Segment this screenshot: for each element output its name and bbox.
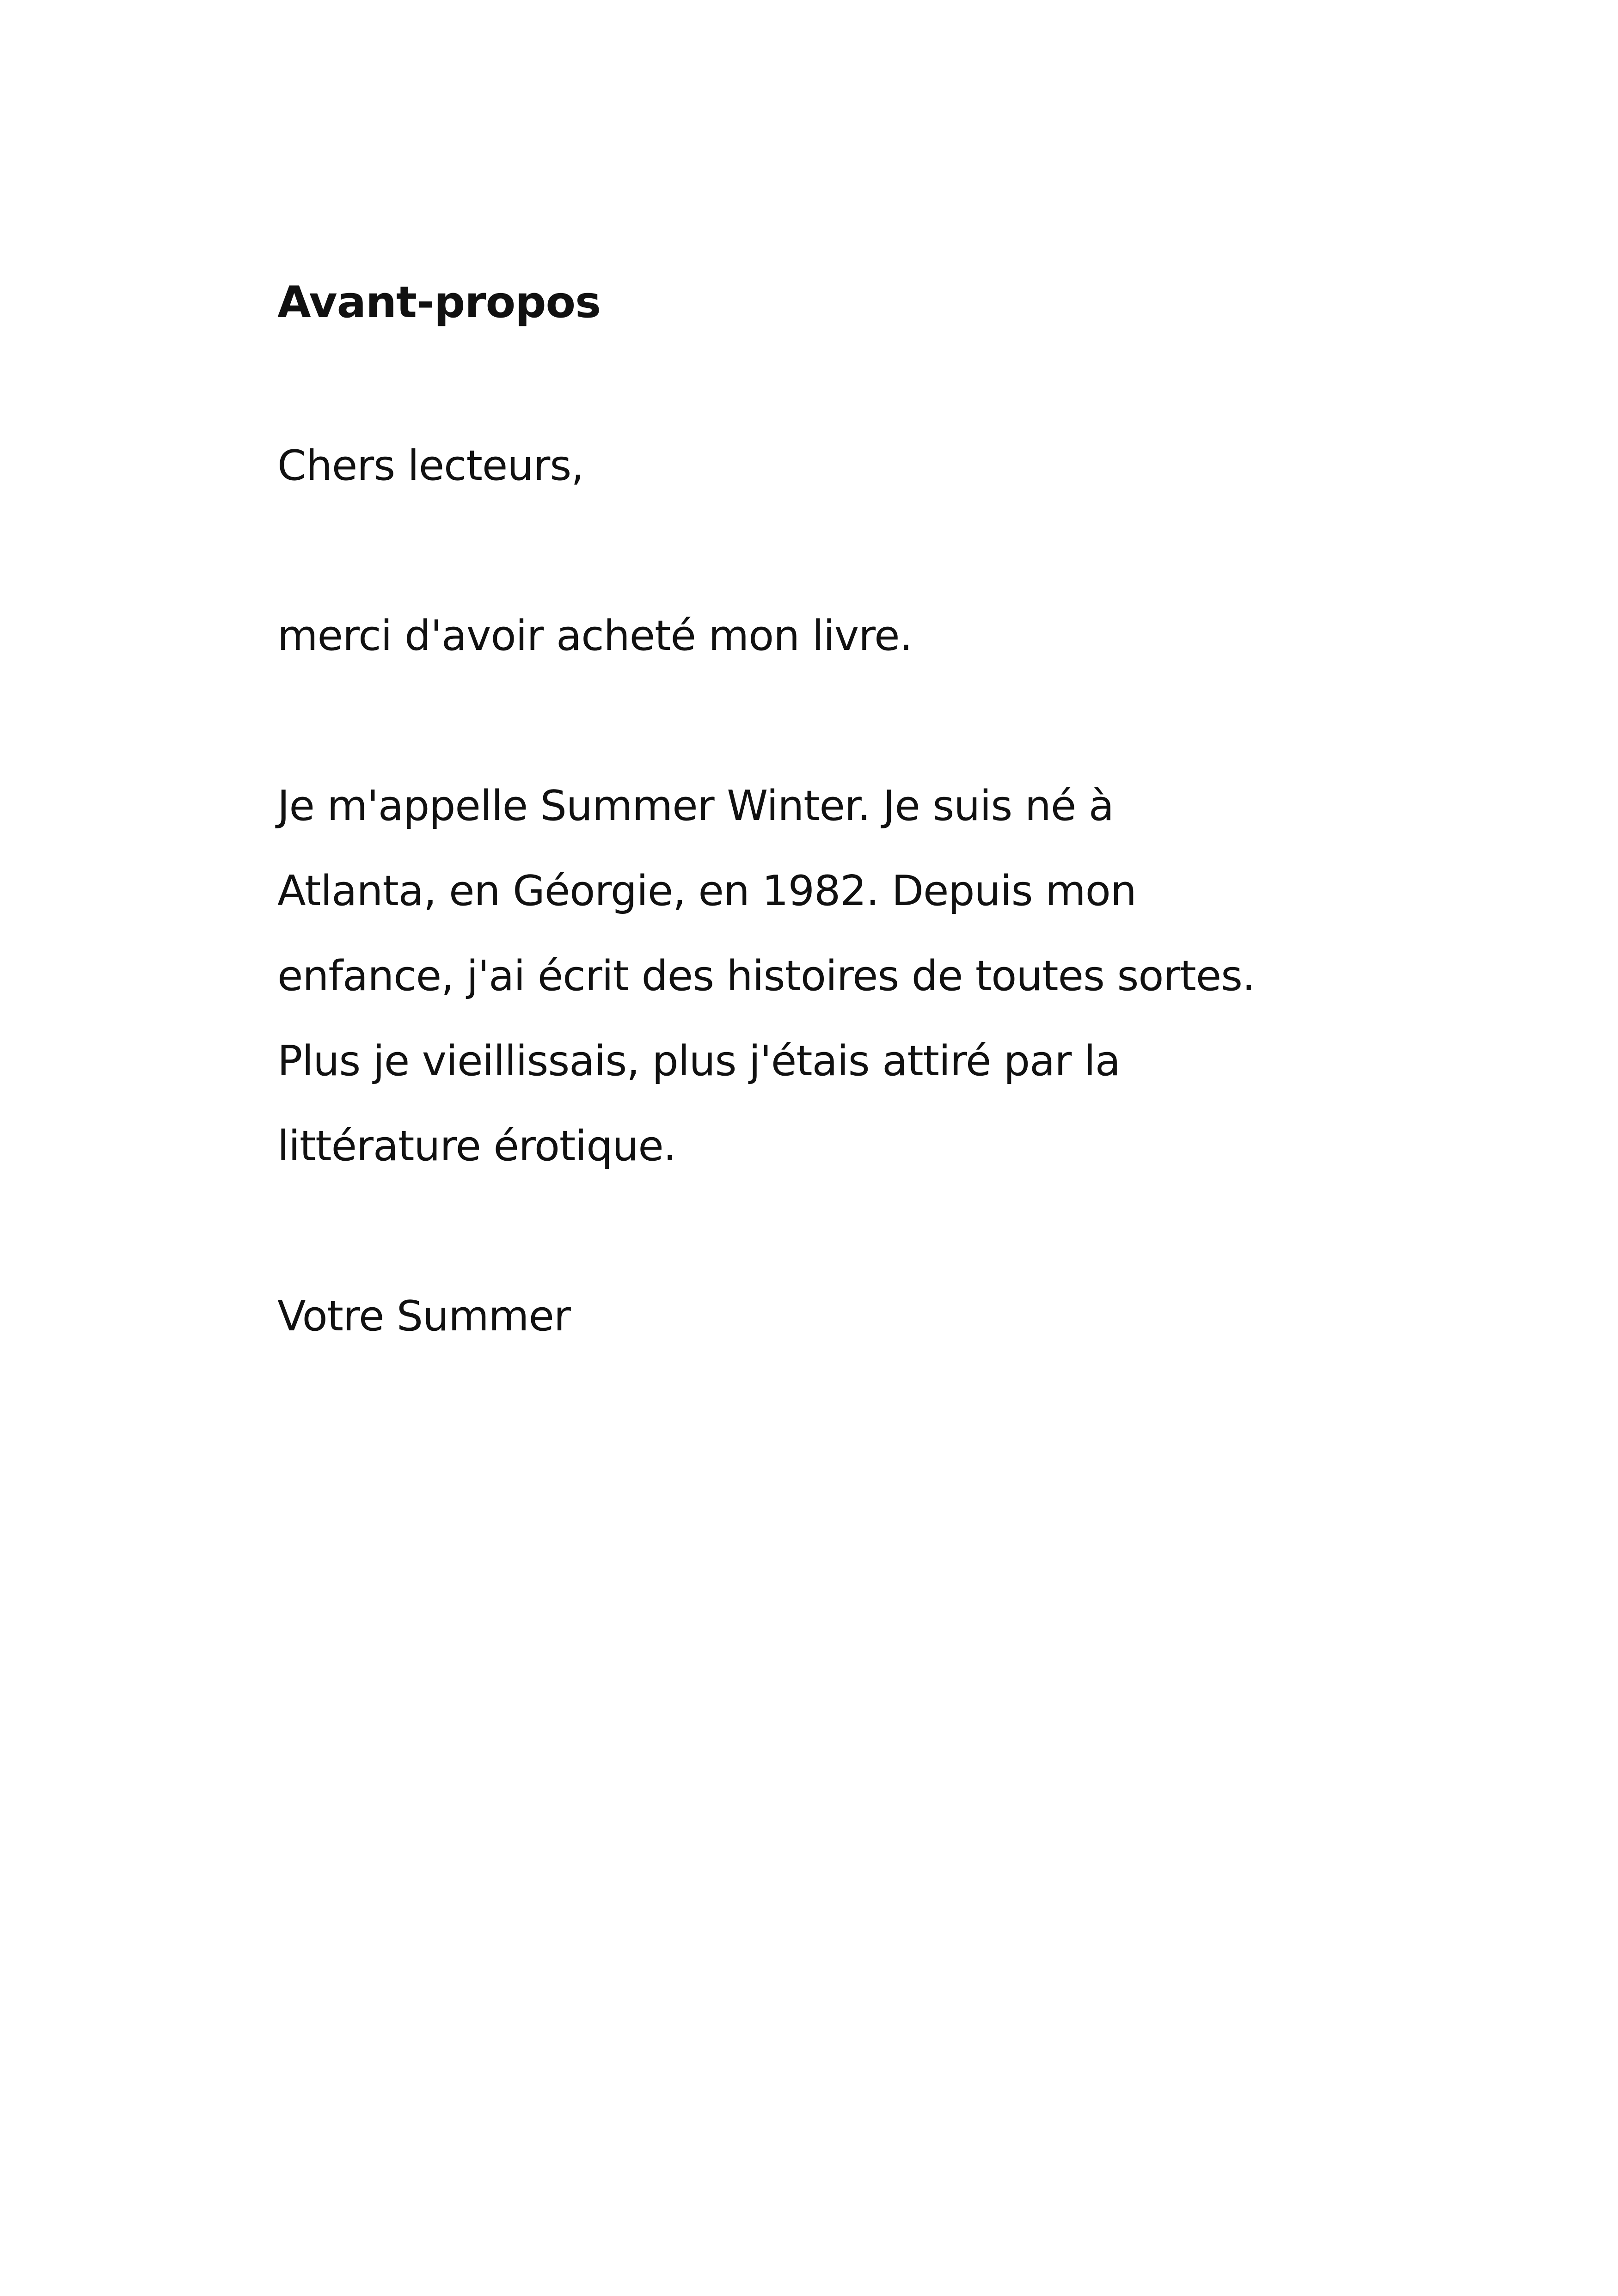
text-block: [277, 273, 1433, 1359]
signature-line: Votre Summer: [277, 1292, 570, 1341]
bio-line: Plus je vieillissais, plus j'étais attiré par la: [277, 1037, 1121, 1085]
bio-line: Je m'appelle Summer Winter. Je suis né à: [277, 782, 1114, 830]
page-title: Avant-propos: [277, 277, 601, 328]
bio-line: littérature érotique.: [277, 1122, 676, 1170]
bio-line: enfance, j'ai écrit des histoires de toutes sortes.: [277, 952, 1255, 1000]
bio-line: Atlanta, en Géorgie, en 1982. Depuis mon: [277, 867, 1136, 915]
greeting-line: Chers lecteurs,: [277, 441, 584, 490]
thanks-line: merci d'avoir acheté mon livre.: [277, 612, 913, 660]
bio-paragraph: [277, 764, 1433, 1189]
